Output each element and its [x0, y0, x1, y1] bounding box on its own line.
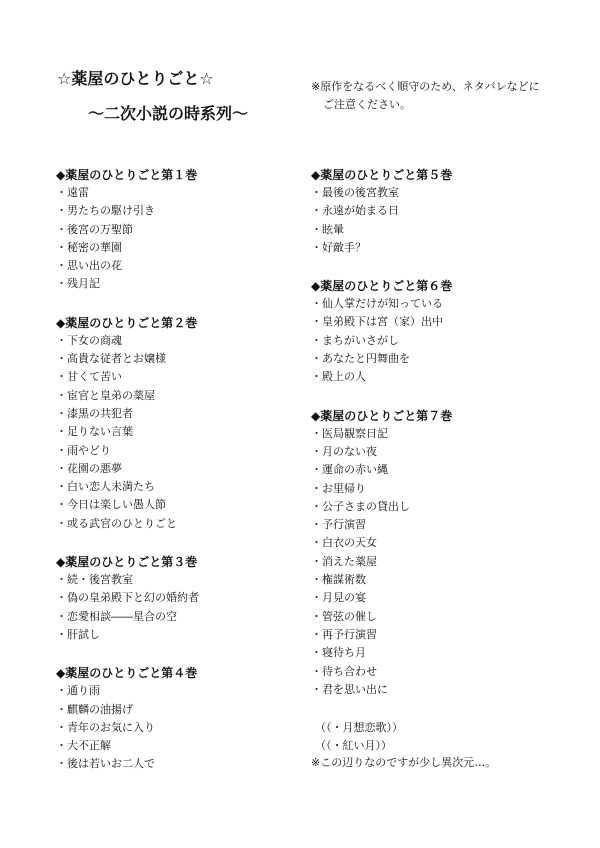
volume-section — [311, 166, 571, 257]
story-item: ・公子さまの貸出し — [311, 499, 410, 513]
story-item: ・後は若いお二人で — [56, 757, 155, 771]
story-item: ・秘密の華園 — [56, 240, 122, 254]
story-item: ・宦官と皇弟の薬屋 — [56, 388, 155, 402]
footer-notes — [311, 719, 571, 772]
story-item: ・下女の商魂 — [56, 333, 122, 347]
volume-title: ◆薬屋のひとりごと第４巻 — [56, 666, 198, 681]
story-item: ・好敵手？ — [311, 240, 366, 254]
story-item: ・消えた薬屋 — [311, 554, 377, 568]
right-column — [311, 166, 571, 772]
spoiler-note — [311, 78, 571, 114]
story-item: ・権謀術数 — [311, 573, 366, 587]
story-item: ・管弦の催し — [311, 609, 377, 623]
story-list — [311, 295, 571, 386]
story-item: ・あなたと円舞曲を — [311, 352, 410, 366]
volume-title: ◆薬屋のひとりごと第６巻 — [311, 279, 453, 294]
volume-section — [311, 407, 571, 699]
story-item: ・男たちの駆け引き — [56, 204, 155, 218]
page-subtitle: 〜二次小説の時系列〜 — [88, 104, 249, 123]
story-item: ・恋愛相談――星合の空 — [56, 609, 177, 623]
story-item: ・残月記 — [56, 277, 100, 291]
story-list — [311, 425, 571, 699]
story-item: ・足りない言葉 — [56, 425, 133, 439]
story-item: ・待ち合わせ — [311, 664, 377, 678]
volume-title: ◆薬屋のひとりごと第７巻 — [311, 408, 453, 423]
story-item: ・遠雷 — [56, 186, 89, 199]
story-item: ・思い出の花 — [56, 259, 122, 273]
story-item: ・最後の後宮教室 — [311, 186, 399, 199]
story-item: ・今日は楽しい愚人節 — [56, 498, 166, 512]
story-item: ・殿上の人 — [311, 370, 366, 384]
story-item: ・君を思い出に — [311, 682, 388, 696]
story-item: ・大不正解 — [56, 739, 111, 753]
story-list — [56, 332, 316, 533]
story-item: ・医局観察日記 — [311, 426, 388, 440]
right-volumes — [311, 166, 571, 699]
story-item: ・皇弟殿下は宮（家）出中 — [311, 315, 443, 329]
story-list — [56, 571, 316, 644]
volume-section — [56, 553, 316, 644]
note-paren-1: （（・月想恋歌）） — [315, 721, 403, 735]
volume-title: ◆薬屋のひとりごと第２巻 — [56, 315, 198, 330]
story-item: ・雨やどり — [56, 443, 111, 457]
left-column — [56, 166, 316, 794]
volume-section — [56, 166, 316, 294]
story-item: ・眩暈 — [311, 222, 344, 236]
note-paren-2: （（・紅い月）） — [315, 738, 392, 752]
story-item: ・運命の赤い縄 — [311, 463, 388, 477]
story-item: ・予行演習 — [311, 518, 366, 532]
spoiler-note-line-2: ご注意ください。 — [323, 98, 411, 111]
story-item: ・後宮の万聖節 — [56, 222, 133, 236]
story-item: ・お里帰り — [311, 481, 366, 495]
story-list — [311, 184, 571, 257]
story-item: ・仙人掌だけが知っている — [311, 297, 443, 311]
story-item: ・或る武官のひとりごと — [56, 516, 177, 530]
story-item: ・偽の皇弟殿下と幻の婚約者 — [56, 591, 199, 605]
story-item: ・月見の宴 — [311, 591, 366, 605]
story-item: ・甘くて苦い — [56, 370, 122, 384]
story-item: ・白い恋人未満たち — [56, 480, 155, 494]
volume-section — [56, 314, 316, 533]
story-item: ・寝待ち月 — [311, 646, 366, 660]
story-item: ・花園の悪夢 — [56, 461, 122, 475]
volume-section — [311, 277, 571, 386]
story-item: ・高貴な従者とお嬢様 — [56, 352, 166, 366]
volume-title: ◆薬屋のひとりごと第５巻 — [311, 168, 453, 182]
story-list — [56, 184, 316, 294]
story-item: ・肝試し — [56, 627, 100, 641]
story-list — [56, 682, 316, 773]
volume-section — [56, 664, 316, 773]
note-remark: ※この辺りなのですが少し異次元…。 — [311, 756, 497, 770]
story-item: ・再予行演習 — [311, 627, 377, 641]
story-item: ・青年のお気に入り — [56, 720, 155, 734]
story-item: ・漆黒の共犯者 — [56, 406, 133, 420]
story-item: ・麒麟の油揚げ — [56, 702, 133, 716]
story-item: ・まちがいさがし — [311, 333, 399, 347]
volume-title: ◆薬屋のひとりごと第１巻 — [56, 168, 198, 182]
story-item: ・続・後宮教室 — [56, 573, 133, 587]
page-title: ☆薬屋のひとりごと☆ — [57, 69, 214, 88]
volume-title: ◆薬屋のひとりごと第３巻 — [56, 555, 198, 570]
story-item: ・永遠が始まる日 — [311, 204, 399, 218]
story-item: ・白衣の天女 — [311, 536, 377, 550]
story-item: ・月のない夜 — [311, 444, 377, 458]
story-item: ・通り雨 — [56, 684, 100, 698]
spoiler-note-line-1: ※原作をなるべく順守のため、ネタバレなどに — [311, 80, 540, 93]
